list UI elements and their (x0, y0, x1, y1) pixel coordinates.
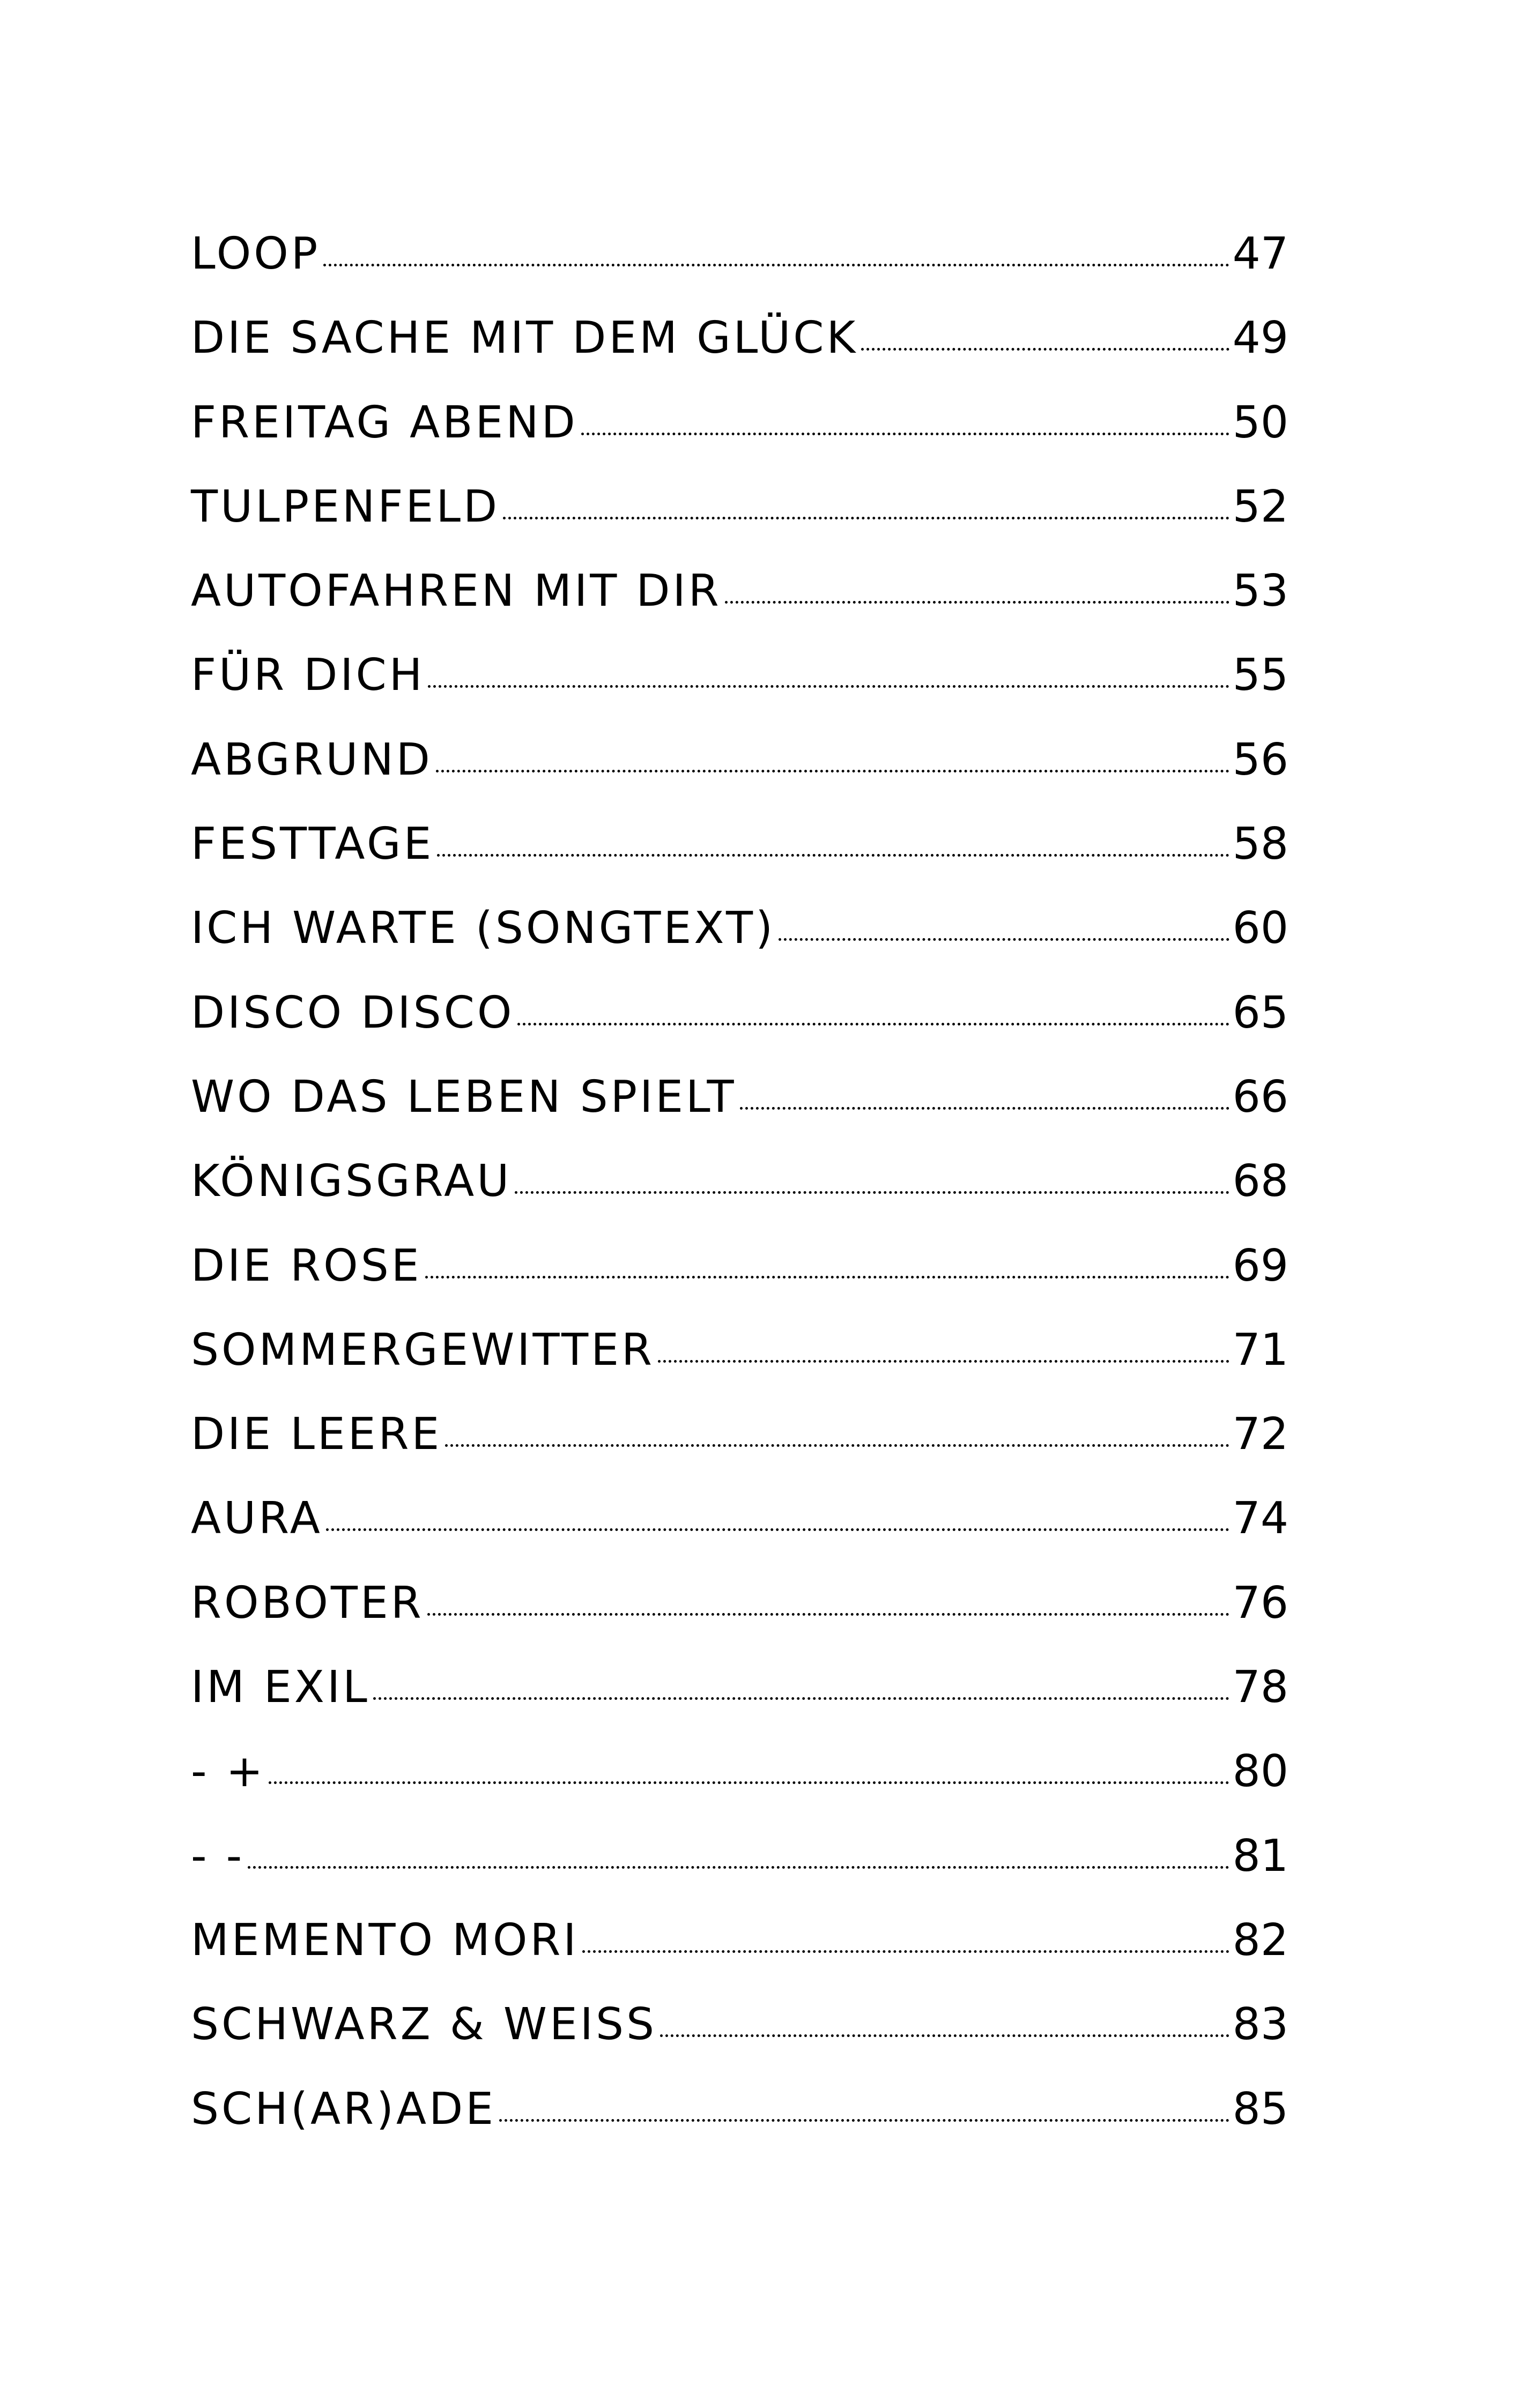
toc-dot-leader (428, 685, 1229, 688)
toc-entry-page: 65 (1232, 987, 1288, 1038)
toc-entry-page: 58 (1232, 819, 1288, 870)
toc-entry (191, 1898, 1288, 1982)
toc-entry (191, 1139, 1288, 1223)
toc-entry (191, 1814, 1288, 1898)
toc-entry-title: DISCO DISCO (191, 987, 515, 1038)
toc-entry-title: TULPENFELD (191, 481, 500, 532)
toc-dot-leader (581, 433, 1229, 435)
toc-entry-page: 81 (1232, 1830, 1288, 1882)
toc-dot-leader (515, 1191, 1229, 1194)
toc-dot-leader (740, 1107, 1229, 1110)
toc-entry-page: 83 (1232, 1999, 1288, 2050)
toc-entry (191, 1308, 1288, 1392)
toc-entry (191, 1982, 1288, 2067)
toc-entry (191, 633, 1288, 717)
toc-entry (191, 465, 1288, 549)
toc-entry-title: SCH(AR)ADE (191, 2083, 497, 2135)
toc-entry-title: FÜR DICH (191, 650, 425, 701)
toc-dot-leader (425, 1276, 1229, 1279)
toc-dot-leader (861, 348, 1229, 351)
toc-entry-page: 49 (1232, 313, 1288, 364)
toc-entry-title: - - (191, 1830, 245, 1882)
toc-entry (191, 1645, 1288, 1729)
toc-dot-leader (326, 1528, 1229, 1531)
toc-entry (191, 1055, 1288, 1139)
toc-entry (191, 212, 1288, 296)
toc-entry-title: MEMENTO MORI (191, 1914, 579, 1966)
toc-entry-page: 53 (1232, 566, 1288, 617)
toc-entry-page: 80 (1232, 1746, 1288, 1797)
toc-entry-title: AURA (191, 1493, 323, 1544)
toc-entry-page: 78 (1232, 1662, 1288, 1713)
toc-dot-leader (725, 601, 1229, 604)
toc-dot-leader (517, 1023, 1229, 1025)
toc-entry-title: DIE ROSE (191, 1240, 422, 1291)
toc-entry-page: 56 (1232, 734, 1288, 785)
toc-entry-title: IM EXIL (191, 1662, 370, 1713)
toc-entry (191, 718, 1288, 802)
toc-entry-title: DIE LEERE (191, 1409, 442, 1460)
toc-entry-title: KÖNIGSGRAU (191, 1156, 512, 1207)
toc-entry (191, 1392, 1288, 1476)
toc-dot-leader (437, 854, 1229, 857)
toc-entry (191, 802, 1288, 886)
toc-entry (191, 1476, 1288, 1560)
toc-entry-title: AUTOFAHREN MIT DIR (191, 566, 722, 617)
toc-dot-leader (269, 1781, 1229, 1784)
toc-entry-title: ICH WARTE (SONGTEXT) (191, 903, 776, 954)
toc-entry-page: 71 (1232, 1324, 1288, 1376)
toc-entry-title: WO DAS LEBEN SPIELT (191, 1071, 737, 1123)
toc-entry (191, 2067, 1288, 2151)
toc-dot-leader (427, 1613, 1229, 1616)
toc-entry-title: FESTTAGE (191, 819, 434, 870)
toc-dot-leader (248, 1866, 1229, 1869)
toc-entry-page: 52 (1232, 481, 1288, 532)
toc-dot-leader (503, 517, 1229, 519)
toc-entry (191, 549, 1288, 633)
toc-dot-leader (660, 2034, 1229, 2037)
toc-dot-leader (779, 938, 1229, 941)
toc-entry-title: LOOP (191, 228, 321, 279)
toc-entry-title: ROBOTER (191, 1577, 424, 1629)
toc-dot-leader (499, 2119, 1229, 2122)
toc-entry (191, 886, 1288, 970)
toc-entry-page: 74 (1232, 1493, 1288, 1544)
toc-dot-leader (323, 264, 1229, 266)
toc-entry-page: 82 (1232, 1914, 1288, 1966)
toc-entry-page: 72 (1232, 1409, 1288, 1460)
toc-entry (191, 1224, 1288, 1308)
toc-entry-title: - + (191, 1746, 266, 1797)
toc-entry-page: 50 (1232, 397, 1288, 448)
toc-entry-page: 66 (1232, 1071, 1288, 1123)
toc-entry-title: ABGRUND (191, 734, 433, 785)
toc-entry-page: 68 (1232, 1156, 1288, 1207)
toc-dot-leader (373, 1697, 1229, 1700)
toc-entry-title: SCHWARZ & WEISS (191, 1999, 657, 2050)
table-of-contents (191, 212, 1288, 2151)
toc-dot-leader (582, 1950, 1229, 1953)
toc-entry-title: FREITAG ABEND (191, 397, 578, 448)
toc-entry-page: 69 (1232, 1240, 1288, 1291)
toc-entry (191, 1561, 1288, 1645)
toc-entry-page: 55 (1232, 650, 1288, 701)
toc-entry-page: 85 (1232, 2083, 1288, 2135)
toc-entry-page: 76 (1232, 1577, 1288, 1629)
toc-entry (191, 381, 1288, 465)
toc-entry (191, 1729, 1288, 1814)
toc-dot-leader (436, 770, 1229, 772)
toc-entry-title: SOMMERGEWITTER (191, 1324, 655, 1376)
toc-dot-leader (658, 1360, 1229, 1363)
toc-entry-title: DIE SACHE MIT DEM GLÜCK (191, 313, 858, 364)
toc-entry-page: 60 (1232, 903, 1288, 954)
toc-dot-leader (445, 1444, 1229, 1447)
toc-entry (191, 971, 1288, 1055)
toc-entry-page: 47 (1232, 228, 1288, 279)
toc-entry (191, 296, 1288, 380)
